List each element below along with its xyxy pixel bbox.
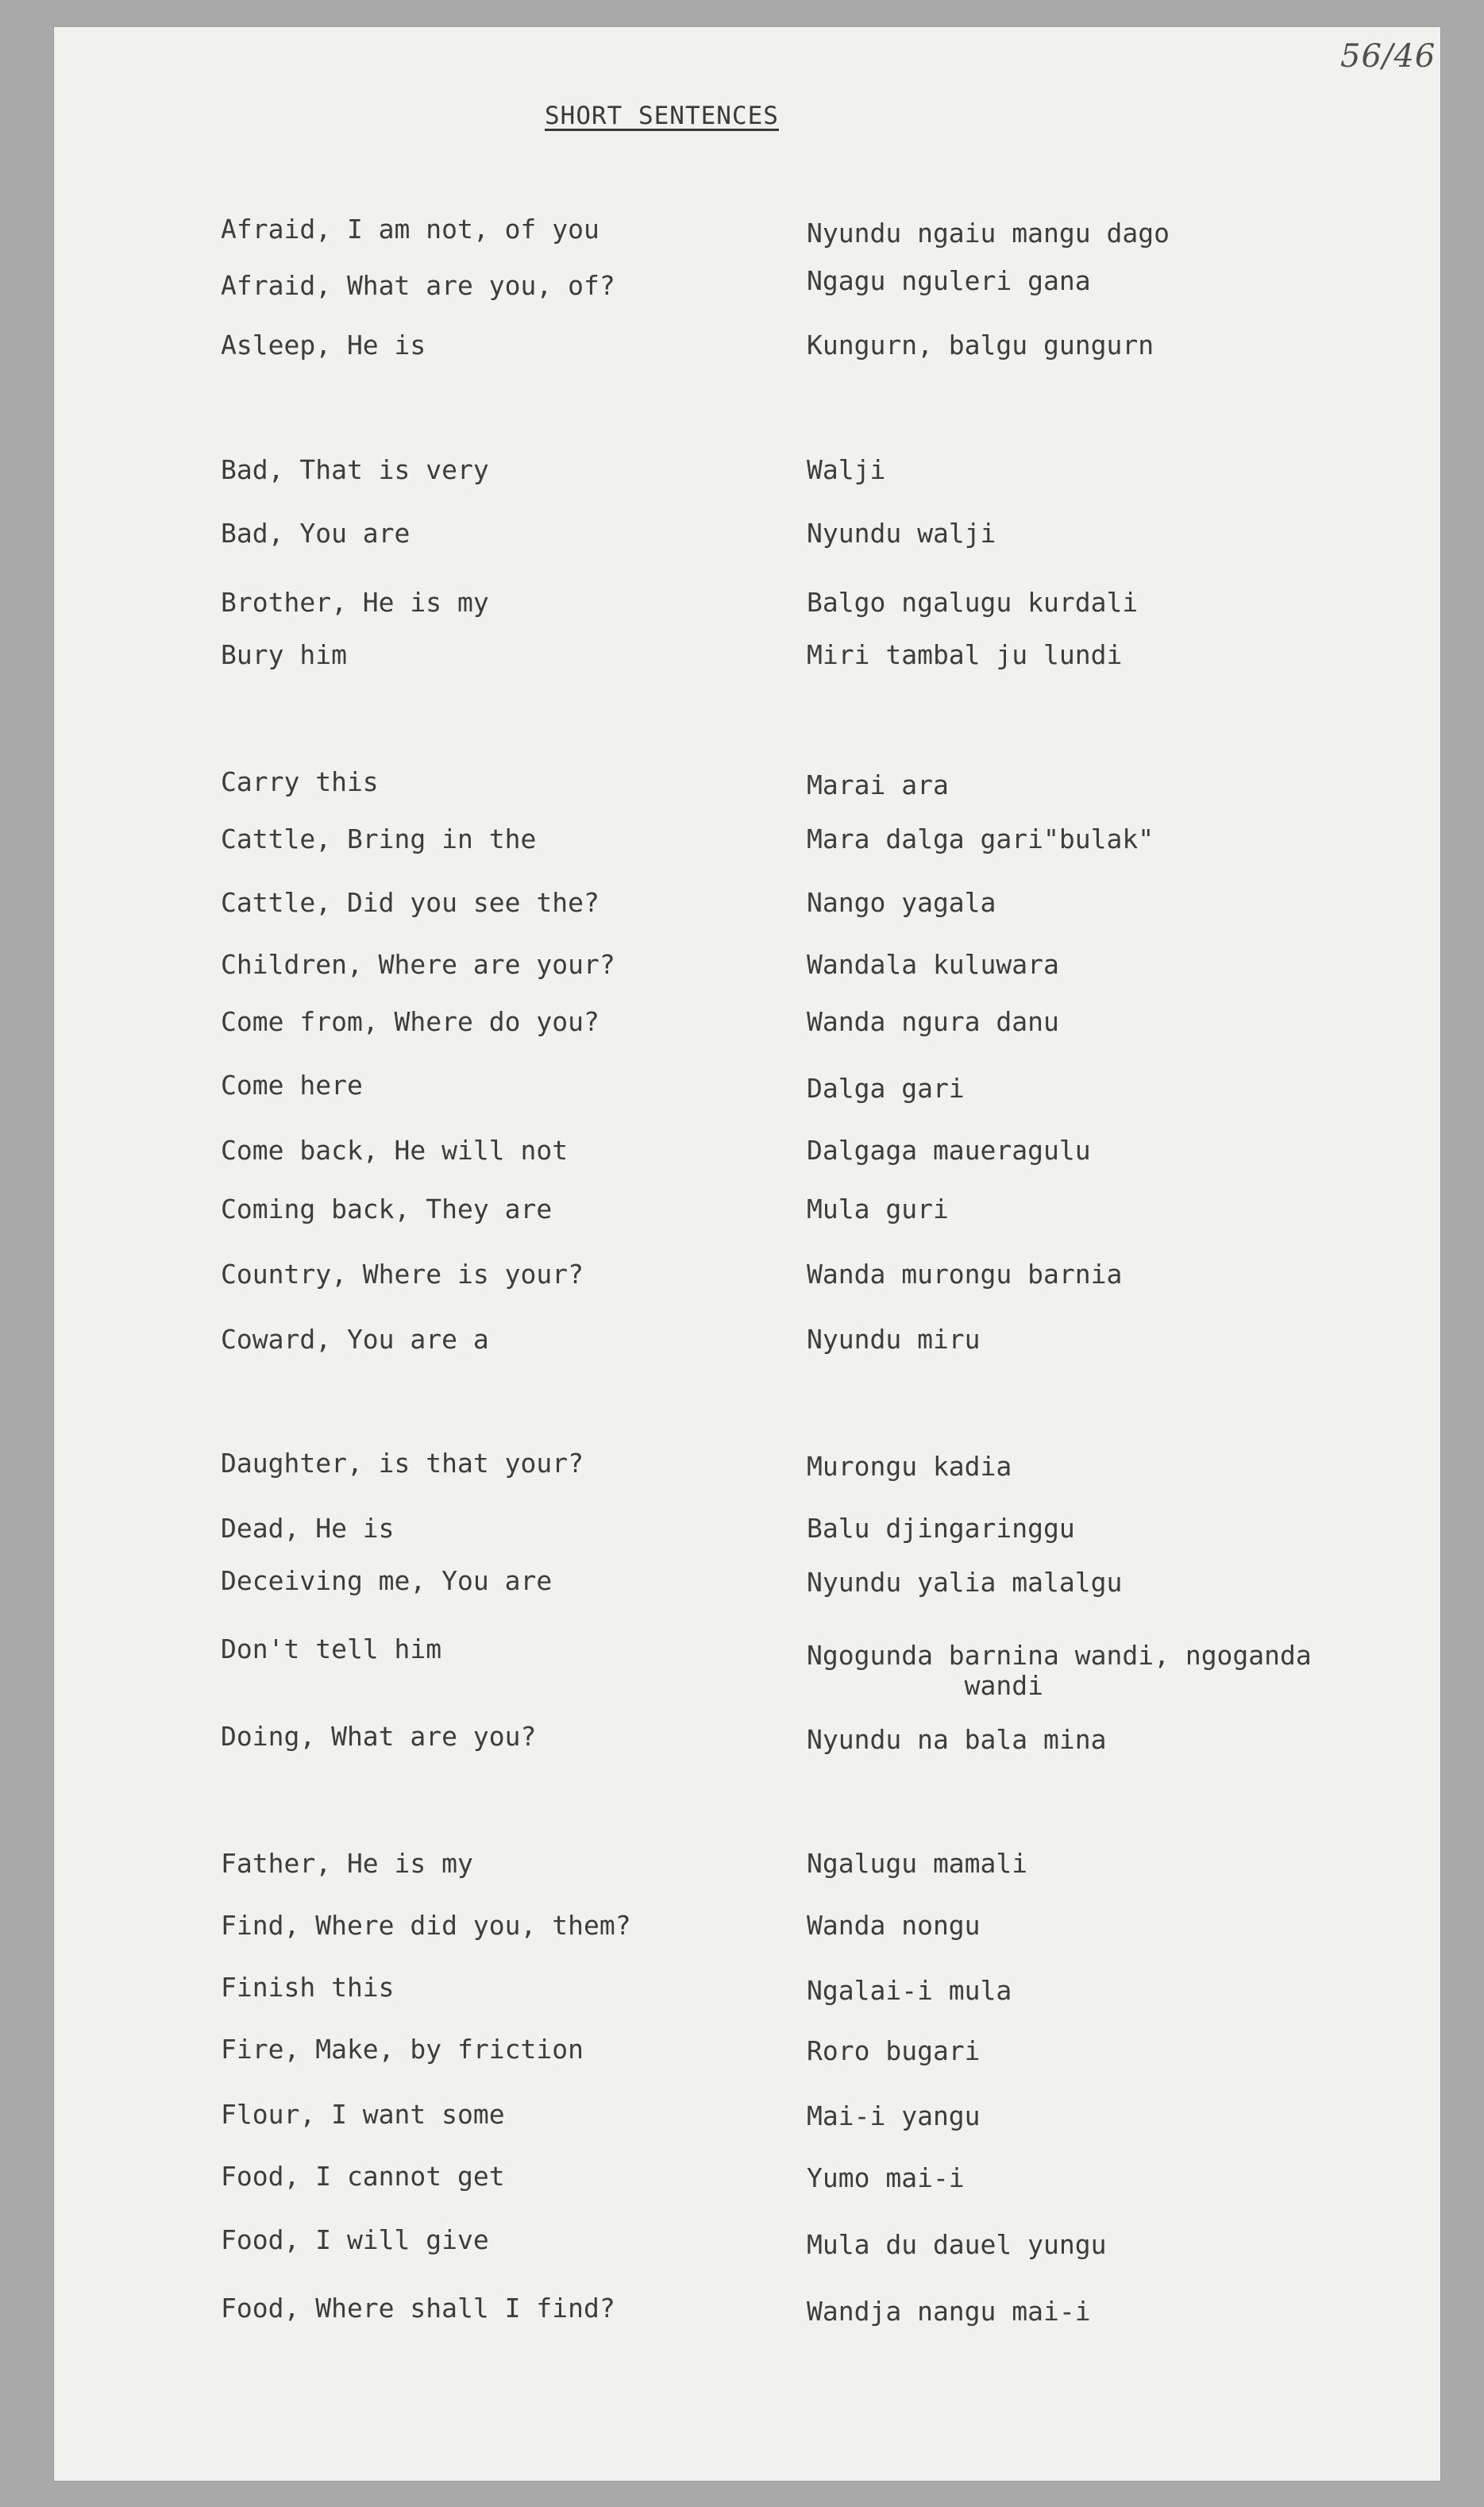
native-translation: Marai ara: [807, 769, 949, 800]
english-sentence: Coward, You are a: [221, 1324, 489, 1355]
english-sentence: Bad, That is very: [221, 454, 489, 485]
english-sentence: Deceiving me, You are: [221, 1565, 553, 1596]
native-translation: Ngalugu mamali: [807, 1848, 1028, 1879]
native-translation: Mula du dauel yungu: [807, 2229, 1107, 2260]
native-translation: Nyundu ngaiu mangu dago: [807, 218, 1170, 249]
native-translation: Nyundu miru: [807, 1324, 981, 1355]
native-translation: Mai-i yangu: [807, 2100, 981, 2131]
native-translation: Wanda murongu barnia: [807, 1259, 1123, 1290]
english-sentence: Dead, He is: [221, 1513, 395, 1544]
native-translation: Wandala kuluwara: [807, 949, 1059, 980]
native-translation: Nango yagala: [807, 887, 996, 918]
native-translation: Wanda nongu: [807, 1910, 981, 1941]
native-translation: Ngagu nguleri gana: [807, 265, 1091, 296]
english-sentence: Country, Where is your?: [221, 1259, 584, 1290]
native-translation: Ngalai-i mula: [807, 1975, 1012, 2006]
english-sentence: Food, I will give: [221, 2224, 489, 2255]
english-sentence: Father, He is my: [221, 1848, 473, 1879]
english-sentence: Find, Where did you, them?: [221, 1910, 631, 1941]
native-translation: Roro bugari: [807, 2035, 981, 2066]
english-sentence: Come back, He will not: [221, 1135, 569, 1166]
english-sentence: Flour, I want some: [221, 2099, 505, 2130]
native-translation: Mara dalga gari"bulak": [807, 823, 1154, 854]
english-sentence: Brother, He is my: [221, 587, 489, 618]
english-sentence: Cattle, Did you see the?: [221, 887, 599, 918]
native-translation: Miri tambal ju lundi: [807, 639, 1123, 670]
native-translation: Murongu kadia: [807, 1451, 1012, 1482]
english-sentence: Doing, What are you?: [221, 1721, 537, 1752]
native-translation: Mula guri: [807, 1194, 949, 1225]
native-translation: Ngogunda barnina wandi, ngoganda wandi: [807, 1640, 1312, 1701]
english-sentence: Bury him: [221, 639, 347, 670]
native-translation: Balu djingaringgu: [807, 1513, 1075, 1544]
native-translation: Nyundu na bala mina: [807, 1724, 1107, 1755]
native-translation: Dalgaga maueragulu: [807, 1135, 1091, 1166]
native-translation: Nyundu walji: [807, 518, 996, 549]
english-sentence: Daughter, is that your?: [221, 1448, 584, 1479]
english-sentence: Fire, Make, by friction: [221, 2034, 584, 2065]
native-translation: Nyundu yalia malalgu: [807, 1567, 1123, 1598]
english-sentence: Afraid, I am not, of you: [221, 214, 599, 245]
native-translation: Dalga gari: [807, 1073, 965, 1104]
page-title: SHORT SENTENCES: [545, 102, 779, 130]
native-translation: Wandja nangu mai-i: [807, 2296, 1091, 2327]
native-translation: Wanda ngura danu: [807, 1006, 1059, 1037]
english-sentence: Come here: [221, 1070, 363, 1101]
english-sentence: Food, I cannot get: [221, 2161, 505, 2192]
english-sentence: Come from, Where do you?: [221, 1006, 599, 1037]
english-sentence: Afraid, What are you, of?: [221, 270, 615, 301]
english-sentence: Asleep, He is: [221, 330, 426, 361]
english-sentence: Don't tell him: [221, 1633, 442, 1664]
native-translation: Balgo ngalugu kurdali: [807, 587, 1139, 618]
english-sentence: Children, Where are your?: [221, 949, 615, 980]
page-number: 56/46: [1340, 38, 1436, 75]
english-sentence: Carry this: [221, 766, 379, 797]
english-sentence: Food, Where shall I find?: [221, 2293, 615, 2324]
english-sentence: Bad, You are: [221, 518, 411, 549]
english-sentence: Cattle, Bring in the: [221, 823, 537, 854]
english-sentence: Finish this: [221, 1972, 395, 2003]
native-translation: Walji: [807, 454, 886, 485]
native-translation: Kungurn, balgu gungurn: [807, 330, 1154, 361]
english-sentence: Coming back, They are: [221, 1194, 553, 1225]
native-translation: Yumo mai-i: [807, 2162, 965, 2193]
